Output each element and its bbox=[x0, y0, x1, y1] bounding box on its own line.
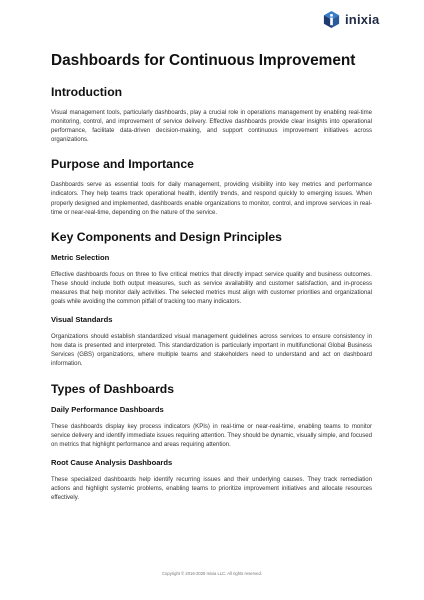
subsection-heading-visual-standards: Visual Standards bbox=[51, 315, 113, 325]
brand-name: inixia bbox=[345, 12, 380, 27]
subsection-heading-root-cause: Root Cause Analysis Dashboards bbox=[51, 457, 173, 467]
section-heading-key-components: Key Components and Design Principles bbox=[51, 229, 282, 244]
root-cause-paragraph: These specialized dashboards help identify recurring issues and their underlying causes. They track remediation actions and highlight systemic problems, enabling teams to prioritize improvement initiatives and allocate resources effectively. bbox=[51, 476, 372, 501]
section-heading-types: Types of Dashboards bbox=[51, 381, 175, 396]
page-title: Dashboards for Continuous Improvement bbox=[51, 52, 356, 69]
introduction-paragraph: Visual management tools, particularly dashboards, play a crucial role in operations management by enabling real-time monitoring, control, and improvement of service delivery. Effective dashboards provide clear insights into operational performance, facilitate data-driven decision-making, and support continuous improvement initiatives across organizations. bbox=[51, 110, 372, 144]
section-heading-introduction: Introduction bbox=[51, 85, 123, 99]
inixia-cube-icon bbox=[322, 10, 341, 29]
visual-standards-paragraph: Organizations should establish standardized visual management guidelines across services to ensure consistency in how data is presented and interpreted. This standardization is particularly important in multifunctional Global Business Services (GBS) organizations, where multiple teams and stakeholders need to understand and act on dashboard information. bbox=[51, 334, 372, 368]
section-heading-purpose: Purpose and Importance bbox=[51, 157, 194, 172]
subsection-heading-daily-performance: Daily Performance Dashboards bbox=[51, 404, 164, 414]
page-footer: Copyright © 2016-2025 Inixia LLC. All rights reserved. bbox=[162, 571, 262, 576]
document-body bbox=[51, 51, 372, 503]
subsection-heading-metric-selection: Metric Selection bbox=[51, 252, 110, 262]
daily-performance-paragraph: These dashboards display key process indicators (KPIs) in real-time or near-real-time, enabling teams to monitor service delivery and identify immediate issues requiring attention. They should be dynamic, visually simple, and focused on metrics that highlight performance and areas requiring attention. bbox=[51, 423, 372, 448]
purpose-paragraph: Dashboards serve as essential tools for daily management, providing visibility into key metrics and performance indicators. They help teams track operational health, identify trends, and respond quickly to emerging issues. When properly designed and implemented, dashboards enable organizations to monitor, control, and improve services in real-time or near-real-time, depending on the nature of the service. bbox=[51, 182, 372, 216]
brand-logo bbox=[322, 10, 379, 29]
metric-selection-paragraph: Effective dashboards focus on three to five critical metrics that directly impact service quality and business outcomes. These should include both output measures, such as service availability and customer satisfaction, and in-process measures that help monitor daily activities. The selected metrics must align with customer priorities and organizational goals while avoiding the common pitfall of tracking too many indicators. bbox=[51, 271, 372, 306]
